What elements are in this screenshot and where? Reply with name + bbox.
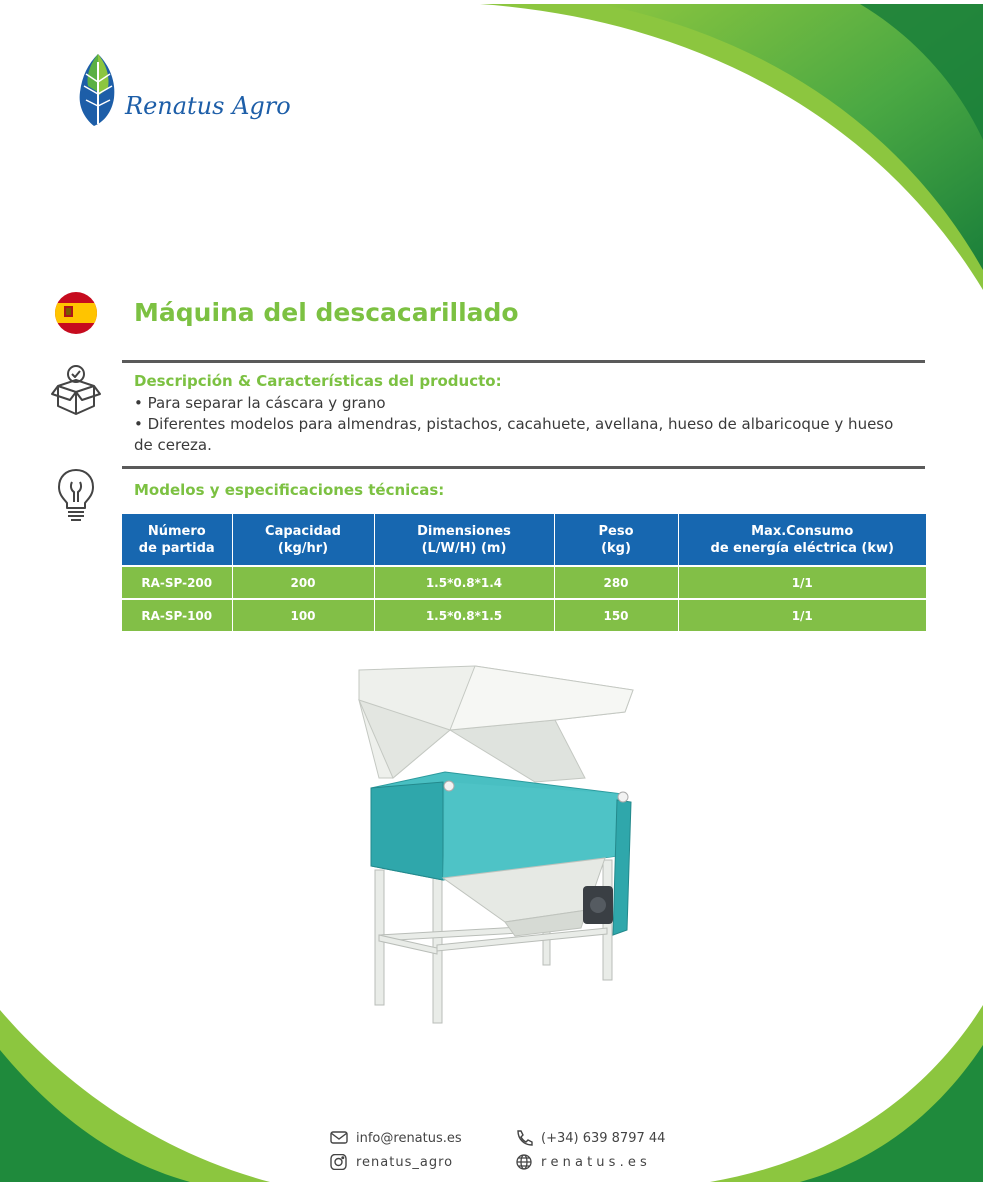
lightbulb-icon xyxy=(57,468,95,528)
table-cell: 100 xyxy=(232,599,374,631)
table-cell: 1.5*0.8*1.4 xyxy=(374,566,554,599)
contact-phone[interactable] xyxy=(515,1130,675,1150)
table-cell: 1/1 xyxy=(678,599,926,631)
header-dimensions: Dimensiones (L/W/H) (m) xyxy=(374,514,554,566)
phone-icon xyxy=(515,1130,533,1150)
contact-website[interactable] xyxy=(515,1154,675,1174)
instagram-text: renatus_agro xyxy=(356,1155,454,1170)
leaf-logo-icon xyxy=(76,52,120,128)
section-divider xyxy=(122,360,925,363)
email-text: info@renatus.es xyxy=(356,1131,462,1146)
section-divider xyxy=(122,466,925,469)
machine-photo xyxy=(355,660,635,1034)
table-cell: 150 xyxy=(554,599,678,631)
table-cell: RA-SP-100 xyxy=(122,599,232,631)
page-title: Máquina del descacarillado xyxy=(134,298,519,327)
instagram-icon xyxy=(330,1154,348,1174)
table-cell: 280 xyxy=(554,566,678,599)
website-text: r e n a t u s . e s xyxy=(541,1155,647,1170)
specs-table xyxy=(122,514,926,631)
description-bullet: • Diferentes modelos para almendras, pistachos, cacahuete, avellana, hueso de albaricoque y hueso de cereza. xyxy=(134,415,894,454)
table-header-row xyxy=(122,514,926,566)
globe-icon xyxy=(515,1154,533,1174)
table-row xyxy=(122,566,926,599)
table-row xyxy=(122,599,926,631)
brand-logo xyxy=(76,52,336,132)
description-heading: Descripción & Características del producto: xyxy=(134,372,502,390)
product-box-icon xyxy=(48,362,104,422)
phone-text: (+34) 639 8797 44 xyxy=(541,1131,666,1146)
header-capacity: Capacidad (kg/hr) xyxy=(232,514,374,566)
mail-icon xyxy=(330,1130,348,1150)
header-part-number: Número de partida xyxy=(122,514,232,566)
table-cell: RA-SP-200 xyxy=(122,566,232,599)
contact-instagram[interactable] xyxy=(330,1154,490,1174)
brand-name: Renatus Agro xyxy=(125,92,291,120)
contact-email[interactable] xyxy=(330,1130,490,1150)
specs-heading: Modelos y especificaciones técnicas: xyxy=(134,481,445,499)
header-weight: Peso (kg) xyxy=(554,514,678,566)
table-cell: 1.5*0.8*1.5 xyxy=(374,599,554,631)
table-cell: 1/1 xyxy=(678,566,926,599)
header-power: Max.Consumo de energía eléctrica (kw) xyxy=(678,514,926,566)
spain-flag-icon xyxy=(55,292,97,334)
description-bullet: • Para separar la cáscara y grano xyxy=(134,394,386,412)
table-cell: 200 xyxy=(232,566,374,599)
